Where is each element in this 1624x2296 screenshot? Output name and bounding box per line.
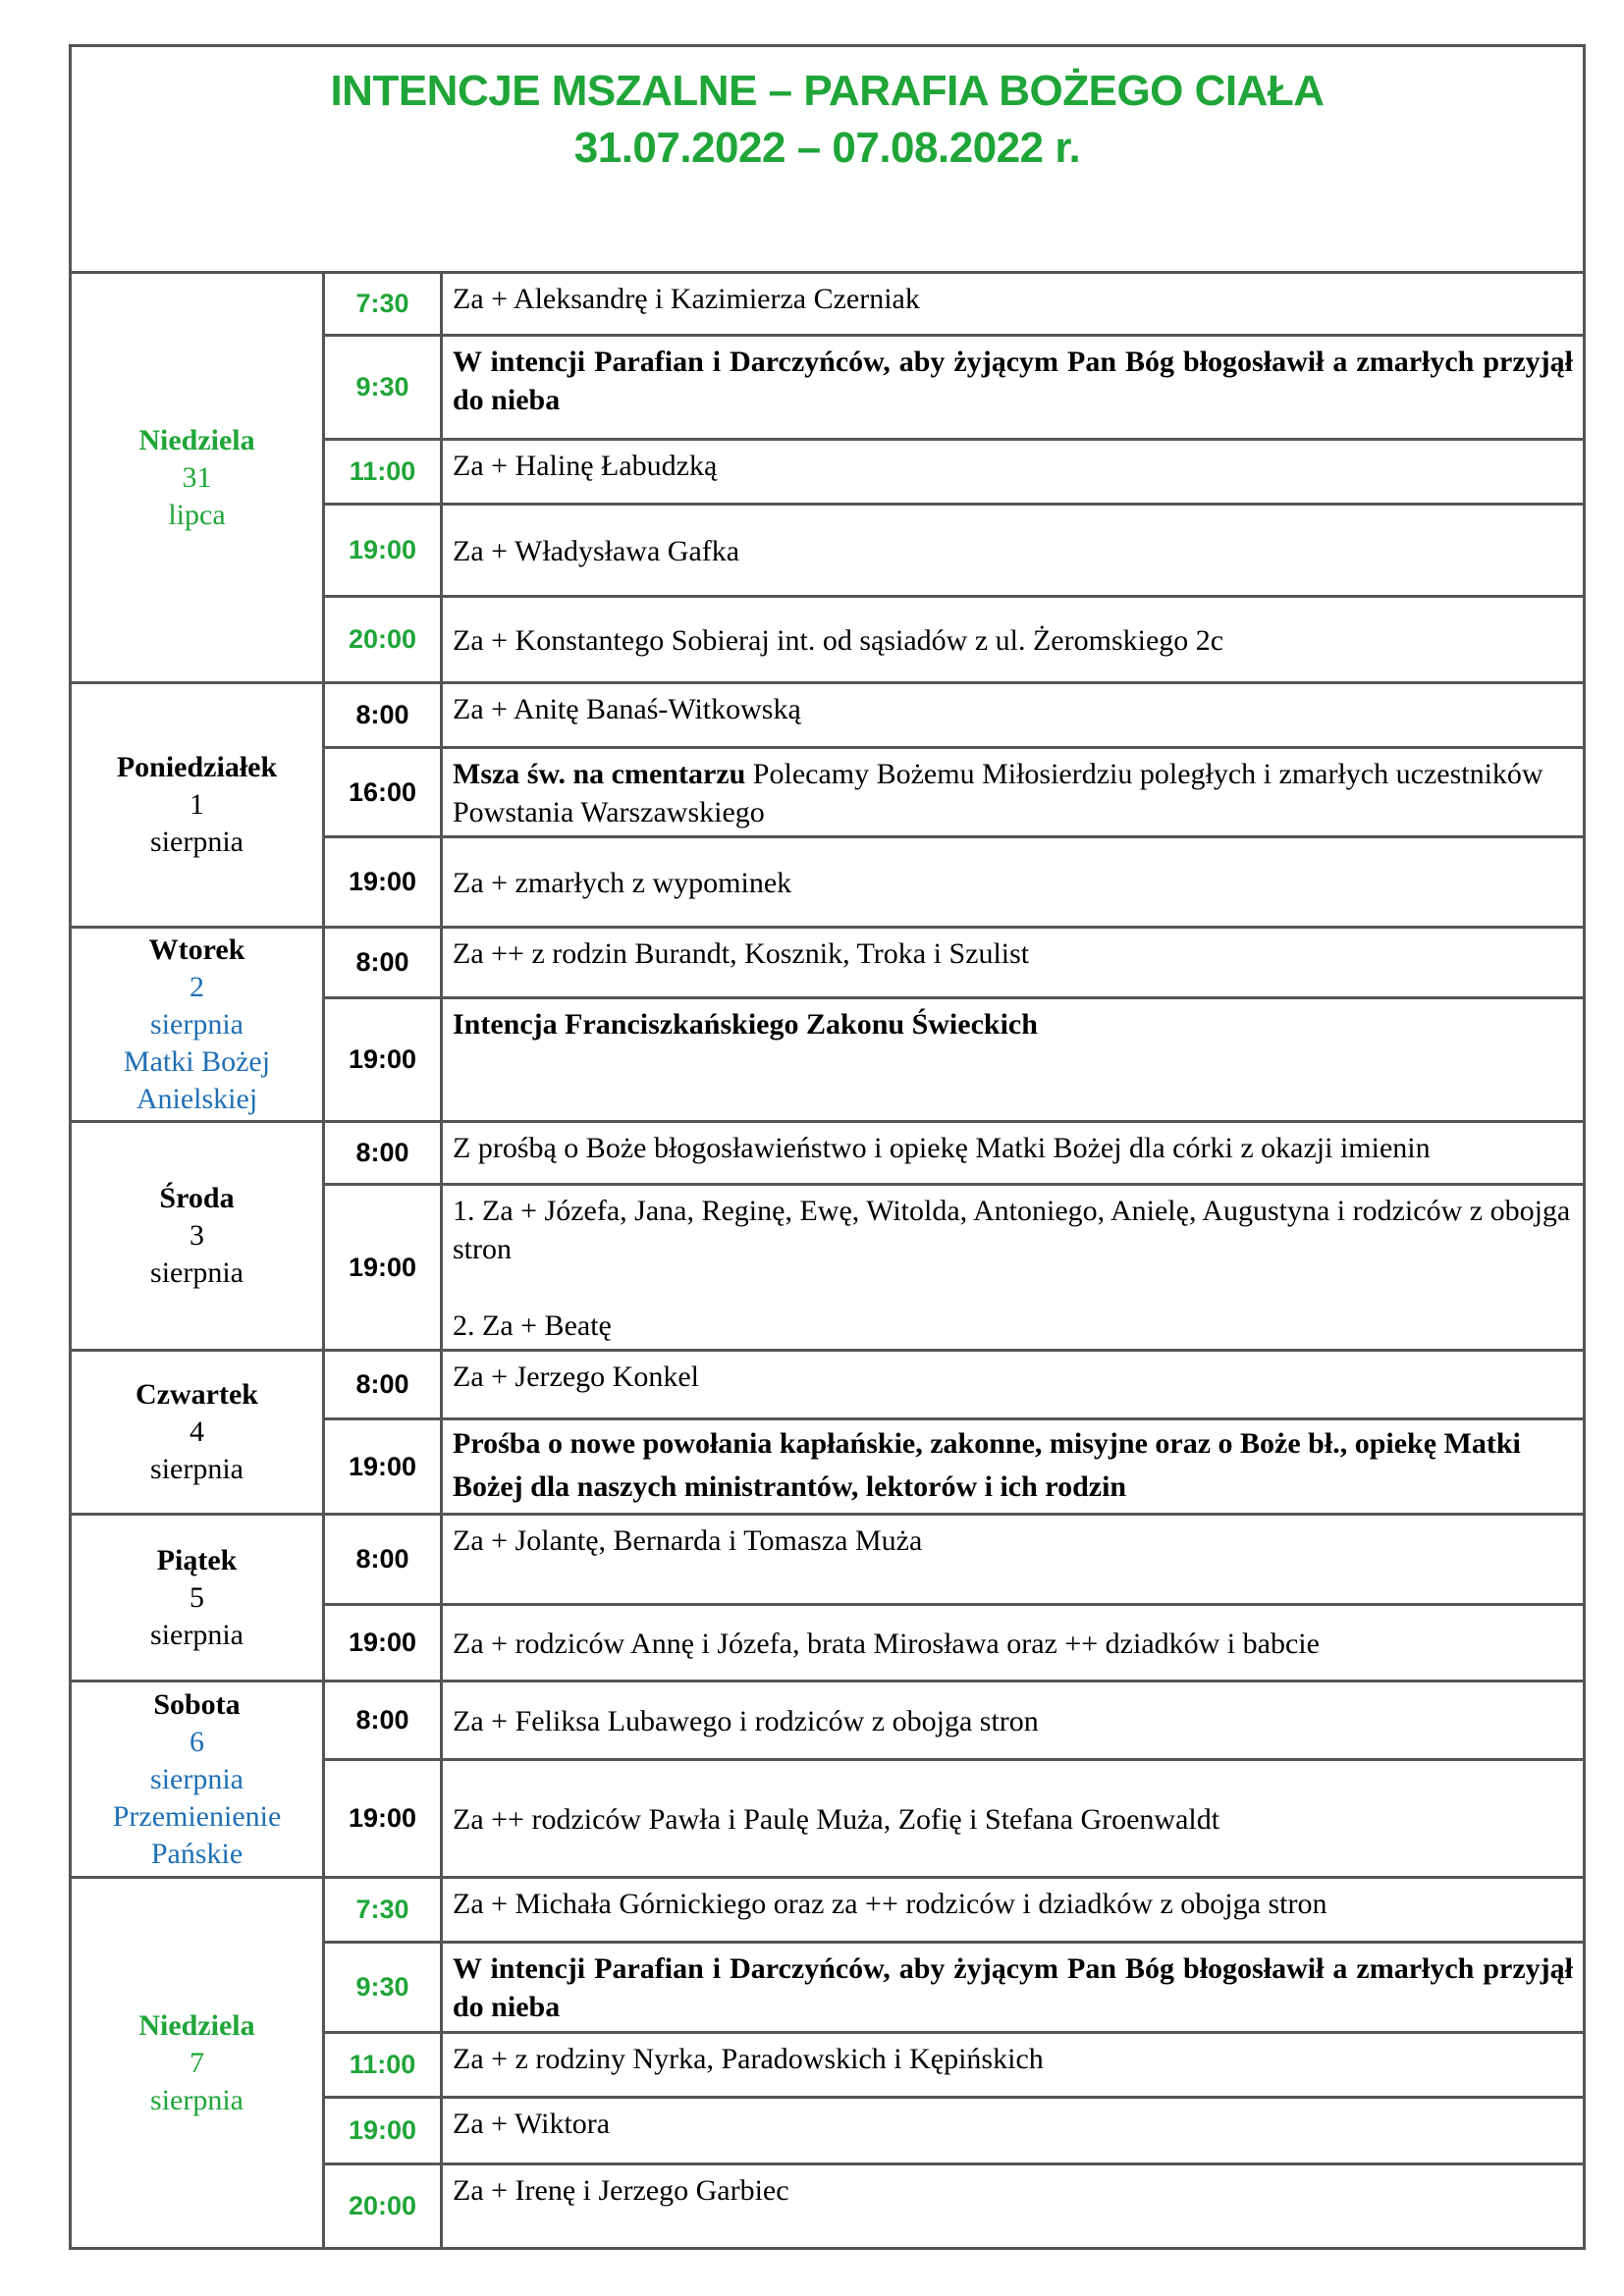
mass-intention: W intencji Parafian i Darczyńców, aby żyjącym Pan Bóg błogosławił a zmarłych przyjął do nieba bbox=[442, 1943, 1585, 2033]
day-cell bbox=[71, 1351, 324, 1515]
day-feast: Matki Bożej Anielskiej bbox=[123, 1044, 271, 1115]
day-month: sierpnia bbox=[150, 1256, 244, 1289]
mass-intention: Za + Feliksa Lubawego i rodziców z obojga stron bbox=[442, 1682, 1585, 1760]
title-row bbox=[71, 46, 1585, 273]
mass-time: 8:00 bbox=[324, 683, 442, 748]
page-title: INTENCJE MSZALNE – PARAFIA BOŻEGO CIAŁA bbox=[330, 67, 1325, 115]
day-cell bbox=[71, 273, 324, 683]
mass-row bbox=[71, 1878, 1585, 1943]
mass-time: 8:00 bbox=[324, 928, 442, 998]
mass-intention: Za + Michała Górnickiego oraz za ++ rodziców i dziadków z obojga stron bbox=[442, 1878, 1585, 1943]
mass-intention: Za + z rodziny Nyrka, Paradowskich i Kępińskich bbox=[442, 2033, 1585, 2098]
day-name: Poniedziałek bbox=[116, 751, 278, 783]
mass-intention: Za ++ z rodzin Burandt, Kosznik, Troka i Szulist bbox=[442, 928, 1585, 998]
day-cell bbox=[71, 683, 324, 928]
day-date: 1 bbox=[189, 788, 204, 821]
day-name: Piątek bbox=[156, 1543, 238, 1576]
mass-intention: W intencji Parafian i Darczyńców, aby żyjącym Pan Bóg błogosławił a zmarłych przyjął do nieba bbox=[442, 336, 1585, 440]
mass-time: 7:30 bbox=[324, 1878, 442, 1943]
day-name: Sobota bbox=[153, 1687, 241, 1721]
mass-time: 19:00 bbox=[324, 505, 442, 597]
day-month: sierpnia bbox=[150, 1618, 244, 1651]
mass-time: 19:00 bbox=[324, 1419, 442, 1515]
mass-intention: Za + Halinę Łabudzką bbox=[442, 440, 1585, 505]
day-date: 5 bbox=[189, 1580, 204, 1614]
mass-row bbox=[71, 928, 1585, 998]
mass-row bbox=[71, 1515, 1585, 1605]
mass-time: 9:30 bbox=[324, 1943, 442, 2033]
mass-intention: Za + Jerzego Konkel bbox=[442, 1351, 1585, 1419]
mass-intention: Za + Konstantego Sobieraj int. od sąsiadów z ul. Żeromskiego 2c bbox=[442, 597, 1585, 683]
day-date: 4 bbox=[189, 1415, 204, 1448]
mass-time: 11:00 bbox=[324, 2033, 442, 2098]
mass-row bbox=[71, 1682, 1585, 1760]
day-cell bbox=[71, 928, 324, 1122]
day-cell bbox=[71, 1878, 324, 2249]
mass-row bbox=[71, 683, 1585, 748]
mass-intention: Za + Władysława Gafka bbox=[442, 505, 1585, 597]
day-name: Czwartek bbox=[135, 1378, 258, 1411]
mass-intention: Za + rodziców Annę i Józefa, brata Mirosława oraz ++ dziadków i babcie bbox=[442, 1605, 1585, 1682]
date-range: 31.07.2022 – 07.08.2022 r. bbox=[573, 124, 1081, 172]
mass-time: 11:00 bbox=[324, 440, 442, 505]
mass-row bbox=[71, 273, 1585, 336]
mass-intention: Intencja Franciszkańskiego Zakonu Świeckich bbox=[442, 998, 1585, 1122]
mass-time: 8:00 bbox=[324, 1515, 442, 1605]
day-cell bbox=[71, 1682, 324, 1878]
mass-row bbox=[71, 1351, 1585, 1419]
mass-time: 8:00 bbox=[324, 1122, 442, 1185]
mass-time: 19:00 bbox=[324, 1185, 442, 1351]
day-month: sierpnia bbox=[150, 1453, 244, 1485]
mass-time: 19:00 bbox=[324, 837, 442, 928]
day-name: Środa bbox=[159, 1182, 235, 1214]
mass-intention: Za + zmarłych z wypominek bbox=[442, 837, 1585, 928]
title-cell bbox=[71, 46, 1585, 273]
mass-intention: Za ++ rodziców Pawła i Paulę Muża, Zofię i Stefana Groenwaldt bbox=[442, 1760, 1585, 1878]
mass-intention: Z prośbą o Boże błogosławieństwo i opiekę Matki Bożej dla córki z okazji imienin bbox=[442, 1122, 1585, 1185]
mass-time: 19:00 bbox=[324, 1605, 442, 1682]
mass-intention: 1. Za + Józefa, Jana, Reginę, Ewę, Witolda, Antoniego, Anielę, Augustyna i rodziców z obojga stron 2. Za + Beatę bbox=[442, 1185, 1585, 1351]
mass-row bbox=[71, 1122, 1585, 1185]
day-month: lipca bbox=[168, 498, 226, 531]
day-name: Niedziela bbox=[138, 2008, 255, 2042]
mass-time: 8:00 bbox=[324, 1682, 442, 1760]
mass-intention: Prośba o nowe powołania kapłańskie, zakonne, misyjne oraz o Boże bł., opiekę Matki Bożej dla naszych ministrantów, lektorów i ich rodzin bbox=[442, 1419, 1585, 1515]
mass-intention: Za + Anitę Banaś-Witkowską bbox=[442, 683, 1585, 748]
day-cell bbox=[71, 1122, 324, 1351]
mass-intention: Za + Jolantę, Bernarda i Tomasza Muża bbox=[442, 1515, 1585, 1605]
intentions-table bbox=[69, 44, 1586, 2250]
day-name: Niedziela bbox=[138, 423, 255, 456]
day-month: sierpnia bbox=[150, 1007, 244, 1041]
day-date: 3 bbox=[189, 1219, 204, 1252]
mass-intention: Za + Wiktora bbox=[442, 2098, 1585, 2164]
mass-time: 19:00 bbox=[324, 2098, 442, 2164]
day-date: 2 bbox=[189, 970, 204, 1003]
day-month: sierpnia bbox=[150, 1762, 244, 1795]
day-month: sierpnia bbox=[150, 826, 244, 858]
day-feast: Przemienienie Pańskie bbox=[112, 1799, 282, 1870]
day-month: sierpnia bbox=[150, 2083, 244, 2116]
mass-time: 19:00 bbox=[324, 998, 442, 1122]
mass-time: 19:00 bbox=[324, 1760, 442, 1878]
mass-time: 20:00 bbox=[324, 597, 442, 683]
mass-intention: Za + Irenę i Jerzego Garbiec bbox=[442, 2164, 1585, 2249]
mass-time: 7:30 bbox=[324, 273, 442, 336]
mass-time: 20:00 bbox=[324, 2164, 442, 2249]
day-name: Wtorek bbox=[148, 933, 245, 966]
mass-time: 16:00 bbox=[324, 748, 442, 837]
day-date: 7 bbox=[189, 2046, 204, 2079]
mass-time: 8:00 bbox=[324, 1351, 442, 1419]
day-date: 6 bbox=[189, 1725, 204, 1758]
mass-intention: Msza św. na cmentarzu Polecamy Bożemu Miłosierdziu poległych i zmarłych uczestników Powstania Warszawskiego bbox=[442, 748, 1585, 837]
day-date: 31 bbox=[182, 460, 212, 494]
mass-intention: Za + Aleksandrę i Kazimierza Czerniak bbox=[442, 273, 1585, 336]
mass-time: 9:30 bbox=[324, 336, 442, 440]
day-cell bbox=[71, 1515, 324, 1682]
